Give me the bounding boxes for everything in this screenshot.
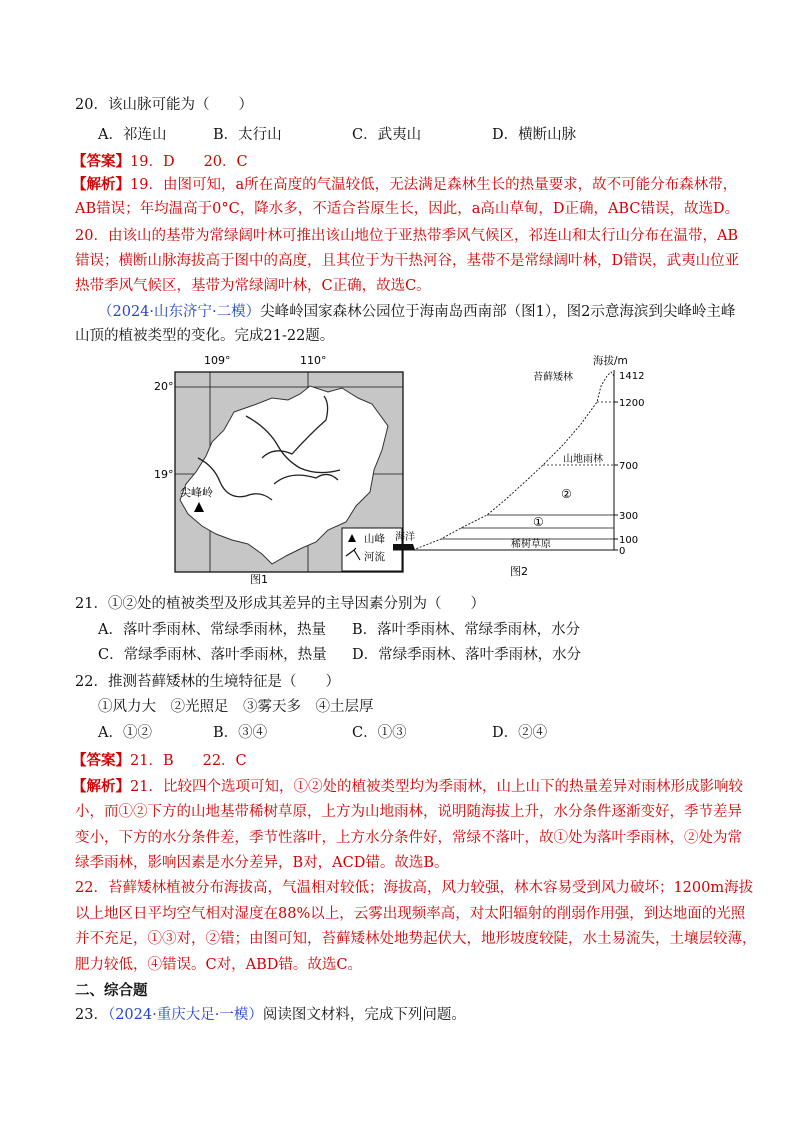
q22-option-b: B．③④ <box>213 725 268 741</box>
ocean-label: 海洋 <box>395 532 415 543</box>
explanation-text: 21．比较四个选项可知，①②处的植被类型均为季雨林，山上山下的热量差异对雨林形成影响较 <box>130 779 743 795</box>
q22-option-d: D．②④ <box>492 725 548 741</box>
explanation-line: 并不充足，①③对，②错；由图可知，苔藓矮林处地势起伏大，地形坡度较陡，水土易流失，土壤层较薄， <box>75 931 757 947</box>
explanation-line <box>72 776 743 798</box>
q22-option-c: C．①③ <box>352 725 407 741</box>
q21-option-c: C．常绿季雨林、落叶季雨林，热量 <box>98 647 327 663</box>
answer-block-2 <box>72 750 247 772</box>
explanation-line: 以上地区日平均空气相对湿度在88%以上，云雾出现频率高，对太阳辐射的削弱作用强，到达地面的光照 <box>75 906 746 922</box>
tick-label-300: 300 <box>619 511 639 522</box>
explanation-line: 绿季雨林，影响因素是水分差异，B对，ACD错。故选B。 <box>75 855 449 871</box>
question-source: （2024·重庆大足·一模） <box>107 1007 263 1023</box>
q21-option-b: B．落叶季雨林、常绿季雨林，水分 <box>352 622 581 638</box>
answer-text: 19．D 20．C <box>130 154 248 170</box>
figure-2-vegetation-profile <box>393 350 653 585</box>
tick-label-1412: 1412 <box>619 371 645 382</box>
explanation-label: 【解析】 <box>72 176 130 193</box>
altitude-axis-title: 海拔/m <box>593 355 628 367</box>
explanation-label: 【解析】 <box>72 778 130 795</box>
explanation-line: 小，而①②下方的山地基带稀树草原，上方为山地雨林，说明随海拔上升，水分条件逐渐变好，季节差异 <box>75 804 742 820</box>
figure-2-caption: 图2 <box>510 565 528 578</box>
sea-block <box>393 544 415 550</box>
q20-option-b: B．太行山 <box>213 127 282 143</box>
explanation-line: AB错误；年均温高于0°C，降水多，不适合苔原生长，因此，a高山草甸，D正确，ABC错误，故选D。 <box>75 201 740 217</box>
explanation-line: 变小，下方的水分条件差，季节性落叶，上方水分条件好，常绿不落叶，故①处为落叶季雨林，②处为常 <box>75 830 742 846</box>
q20-stem: 20．该山脉可能为（ ） <box>75 97 253 113</box>
explanation-line <box>72 174 737 196</box>
explanation-text: 19．由图可知，a所在高度的气温较低，无法满足森林生长的热量要求，故不可能分布森林带， <box>130 177 738 193</box>
tick-label-0: 0 <box>619 546 626 557</box>
zone-2-label: ② <box>561 487 572 501</box>
zone-1-label: ① <box>533 515 544 529</box>
q23-number: 23． <box>75 1007 108 1023</box>
savanna-label: 稀树草原 <box>511 539 551 550</box>
tick-label-700: 700 <box>619 461 639 472</box>
q20-option-d: D．横断山脉 <box>492 127 577 143</box>
q22-stem: 22．推测苔藓矮林的生境特征是（ ） <box>75 674 340 690</box>
figure-1-hainan-map <box>150 350 410 585</box>
q21-option-a: A．落叶季雨林、常绿季雨林，热量 <box>98 622 326 638</box>
jianfengling-label: 尖峰岭 <box>180 486 213 499</box>
answer-text: 21．B 22．C <box>130 753 247 769</box>
longitude-label: 110° <box>300 354 327 367</box>
explanation-line: 错误；横断山脉海拔高于图中的高度，且其位于为干热河谷，基带不是常绿阔叶林，D错误，武夷山位亚 <box>75 253 740 269</box>
longitude-label: 109° <box>204 354 231 367</box>
q20-option-a: A．祁连山 <box>98 127 167 143</box>
intro-line-2: 山顶的植被类型的变化。完成21-22题。 <box>75 328 335 344</box>
q21-stem: 21．①②处的植被类型及形成其差异的主导因素分别为（ ） <box>75 596 485 612</box>
answer-block-1 <box>72 151 248 173</box>
tick-label-1200: 1200 <box>619 398 645 409</box>
answer-label: 【答案】 <box>72 153 130 170</box>
q23-text: 阅读图文材料，完成下列问题。 <box>262 1007 466 1023</box>
q22-option-a: A．①② <box>98 725 152 741</box>
tick-label-100: 100 <box>619 535 639 546</box>
explanation-line: 热带季风气候区，基带为常绿阔叶林，C正确，故选C。 <box>75 278 431 294</box>
q21-option-d: D．常绿季雨林、落叶季雨林，水分 <box>352 647 582 663</box>
legend-river-label: 河流 <box>364 551 385 563</box>
q23-line <box>75 1004 466 1026</box>
latitude-label: 19° <box>154 468 174 481</box>
q22-items: ①风力大 ②光照足 ③雾天多 ④土层厚 <box>98 699 374 715</box>
section-title: 二、综合题 <box>75 982 148 999</box>
legend-peak-label: 山峰 <box>364 533 385 545</box>
moss-dwarf-forest-label: 苔藓矮林 <box>533 372 573 383</box>
intro-line-1 <box>98 301 735 323</box>
mountain-rainforest-label: 山地雨林 <box>563 454 603 465</box>
explanation-line: 22．苔藓矮林植被分布海拔高，气温相对较低；海拔高，风力较强，林木容易受到风力破坏；1200m海拔 <box>75 880 754 896</box>
q20-option-c: C．武夷山 <box>352 127 422 143</box>
figure-1-caption: 图1 <box>250 573 268 585</box>
answer-label: 【答案】 <box>72 752 130 769</box>
latitude-label: 20° <box>154 380 174 393</box>
explanation-line: 20．由该山的基带为常绿阔叶林可推出该山地位于亚热带季风气候区，祁连山和太行山分布在温带，AB <box>75 228 739 244</box>
explanation-line: 肥力较低，④错误。C对，ABD错。故选C。 <box>75 957 362 973</box>
intro-text: 尖峰岭国家森林公园位于海南岛西南部（图1），图2示意海滨到尖峰岭主峰 <box>260 304 736 320</box>
question-source: （2024·山东济宁·二模） <box>98 304 261 320</box>
